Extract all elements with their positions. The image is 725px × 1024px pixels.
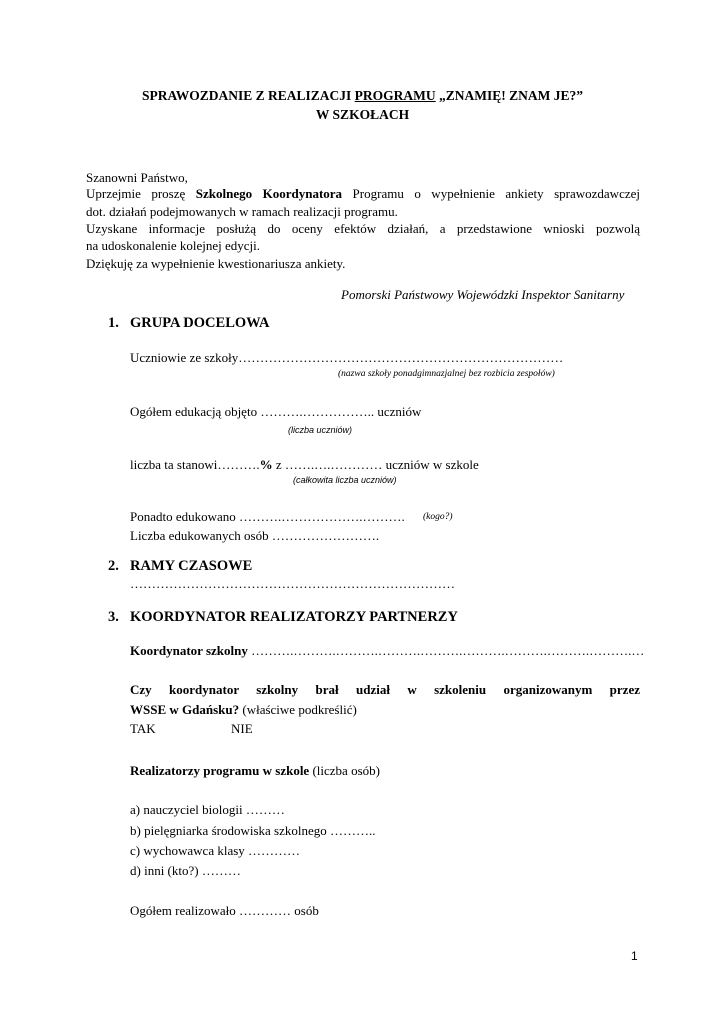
training-question-line-2: WSSE w Gdańsku? (właściwe podkreślić) <box>130 702 357 717</box>
total-realizers-field[interactable]: Ogółem realizowało ………… osób <box>130 903 319 918</box>
extra-educated-hint: (kogo?) <box>423 512 453 522</box>
time-frame-field[interactable]: ………………………………………………………………… <box>130 576 455 591</box>
page-number: 1 <box>631 949 638 963</box>
intro-line-2: Uprzejmie proszę Szkolnego Koordynatora Programu o wypełnienie ankiety sprawozdawczej <box>86 186 640 201</box>
section-3-heading: KOORDYNATOR REALIZATORZY PARTNERZY <box>130 609 458 625</box>
percent-field[interactable]: liczba ta stanowi……….% z …….….………… uczniów w szkole <box>130 457 479 472</box>
realizer-item-others[interactable]: d) inni (kto?) ……… <box>130 863 241 878</box>
signature: Pomorski Państwowy Wojewódzki Inspektor Sanitarny <box>341 287 625 302</box>
section-1-heading: GRUPA DOCELOWA <box>130 315 270 331</box>
realizer-item-class-teacher[interactable]: c) wychowawca klasy ………… <box>130 843 301 858</box>
answer-yes[interactable]: TAK <box>130 721 156 736</box>
intro-line-6: Dziękuję za wypełnienie kwestionariusza ankiety. <box>86 256 346 271</box>
section-2-heading: RAMY CZASOWE <box>130 558 253 574</box>
section-1-number: 1. <box>108 315 119 331</box>
greeting: Szanowni Państwo, <box>86 170 188 185</box>
realizer-item-biology-teacher[interactable]: a) nauczyciel biologii ……… <box>130 802 285 817</box>
answer-no[interactable]: NIE <box>231 721 253 736</box>
training-question-line-1: Czy koordynator szkolny brał udział w szkoleniu organizowanym przez <box>130 682 640 697</box>
total-students-hint: (liczba uczniów) <box>288 425 353 435</box>
intro-line-5: na udoskonalenie kolejnej edycji. <box>86 238 261 253</box>
school-field[interactable]: Uczniowie ze szkoły………………………………………………………………… <box>130 350 564 365</box>
extra-educated-count-field[interactable]: Liczba edukowanych osób ……………………. <box>130 528 380 543</box>
total-students-field[interactable]: Ogółem edukacją objęto ……….…………….. uczniów <box>130 404 422 419</box>
school-hint: (nazwa szkoły ponadgimnazjalnej bez rozbicia zespołów) <box>338 369 555 379</box>
coordinator-field[interactable]: Koordynator szkolny ……….……….……….……….……….……….……….……….……….… <box>130 643 645 658</box>
document-title-line-2: W SZKOŁACH <box>315 107 410 122</box>
realizer-item-school-nurse[interactable]: b) pielęgniarka środowiska szkolnego ……….. <box>130 823 376 838</box>
extra-educated-field[interactable]: Ponadto edukowano ……….……………….………. <box>130 509 405 524</box>
percent-hint: (całkowita liczba uczniów) <box>293 475 397 485</box>
realizers-label: Realizatorzy programu w szkole (liczba osób) <box>130 763 380 778</box>
section-2-number: 2. <box>108 558 119 574</box>
intro-line-3: dot. działań podejmowanych w ramach realizacji programu. <box>86 204 398 219</box>
document-title-line-1: SPRAWOZDANIE Z REALIZACJI PROGRAMU „ZNAMIĘ! ZNAM JE?” <box>141 88 584 103</box>
intro-line-4: Uzyskane informacje posłużą do oceny efektów działań, a przedstawione wnioski pozwolą <box>86 221 640 236</box>
section-3-number: 3. <box>108 609 119 625</box>
